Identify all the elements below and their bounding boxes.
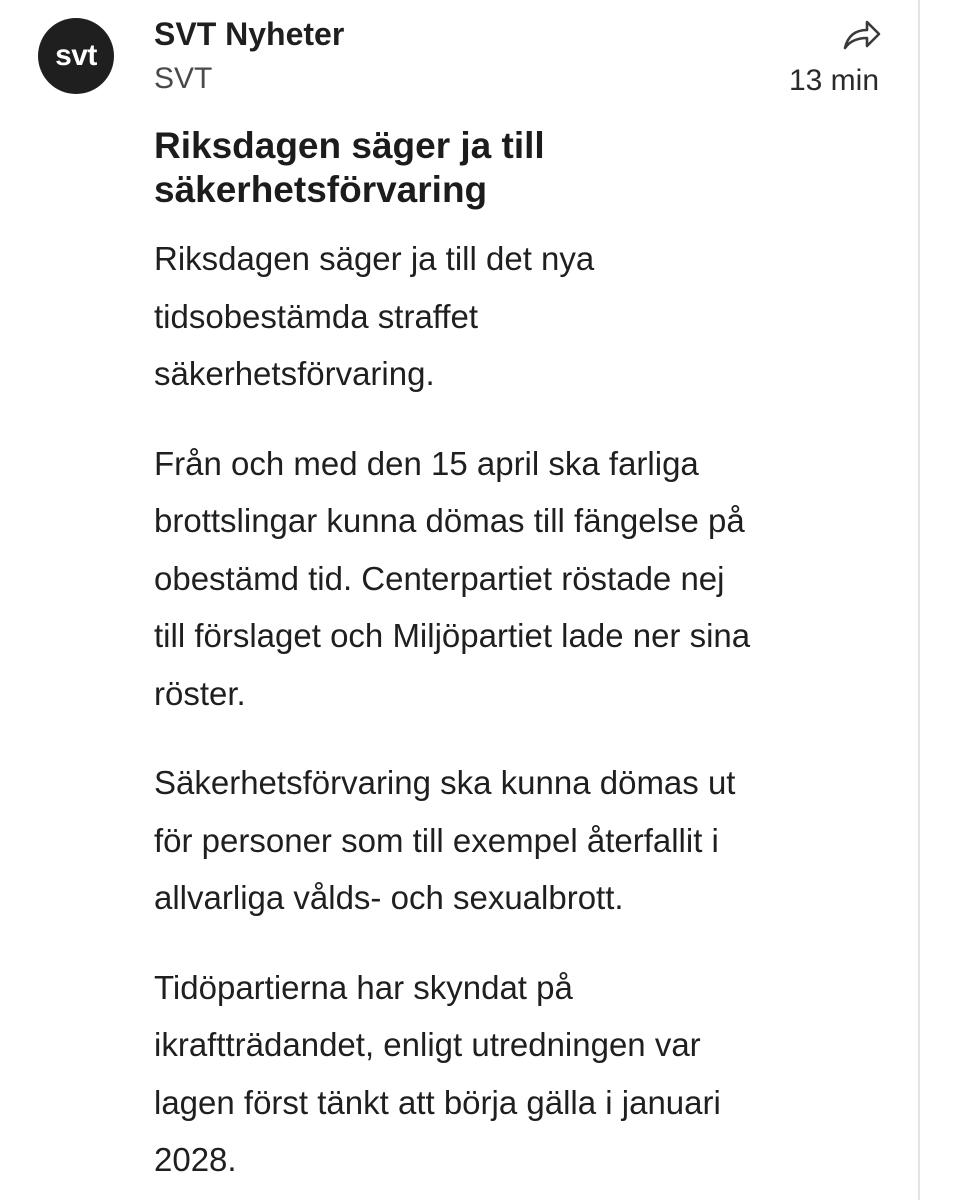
headline-line: säkerhetsförvaring <box>154 169 488 210</box>
paragraph <box>154 754 884 927</box>
headline[interactable] <box>154 124 854 212</box>
source-subtitle: SVT <box>154 62 213 95</box>
paragraph-line: röster. <box>154 674 246 712</box>
paragraph-line: 2028. <box>154 1141 237 1178</box>
avatar[interactable] <box>38 18 114 94</box>
paragraph-line: obestämd tid. Centerpartiet röstade nej <box>154 559 725 597</box>
paragraph <box>154 959 884 1189</box>
paragraph-line: för personer som till exempel återfallit i <box>154 821 719 859</box>
post-timestamp: 13 min <box>788 64 879 97</box>
paragraph <box>154 230 884 403</box>
paragraph-line: Tidöpartierna har skyndat på <box>154 968 573 1006</box>
paragraph-line: Säkerhetsförvaring ska kunna dömas ut <box>154 764 736 801</box>
article-body <box>154 230 884 1200</box>
avatar-logo-text: svt <box>55 39 97 72</box>
paragraph-line: tidsobestämda straffet <box>154 297 479 335</box>
paragraph <box>154 435 884 723</box>
paragraph-line: till förslaget och Miljöpartiet lade ner sina <box>154 617 751 654</box>
share-button[interactable] <box>840 14 884 54</box>
paragraph-line: allvarliga vålds- och sexualbrott. <box>154 879 624 916</box>
paragraph-line: lagen först tänkt att börja gälla i januari <box>154 1083 721 1121</box>
share-arrow-icon <box>842 17 882 51</box>
paragraph-line: säkerhetsförvaring. <box>154 355 435 392</box>
paragraph-line: brottslingar kunna dömas till fängelse på <box>154 502 745 539</box>
paragraph-line: Riksdagen säger ja till det nya <box>154 240 595 277</box>
source-name[interactable]: SVT Nyheter <box>154 16 345 52</box>
scroll-divider <box>918 0 920 1200</box>
paragraph-line: Från och med den 15 april ska farliga <box>154 444 699 482</box>
paragraph-line: ikraftträdandet, enligt utredningen var <box>154 1026 701 1063</box>
headline-line: Riksdagen säger ja till <box>154 125 545 166</box>
